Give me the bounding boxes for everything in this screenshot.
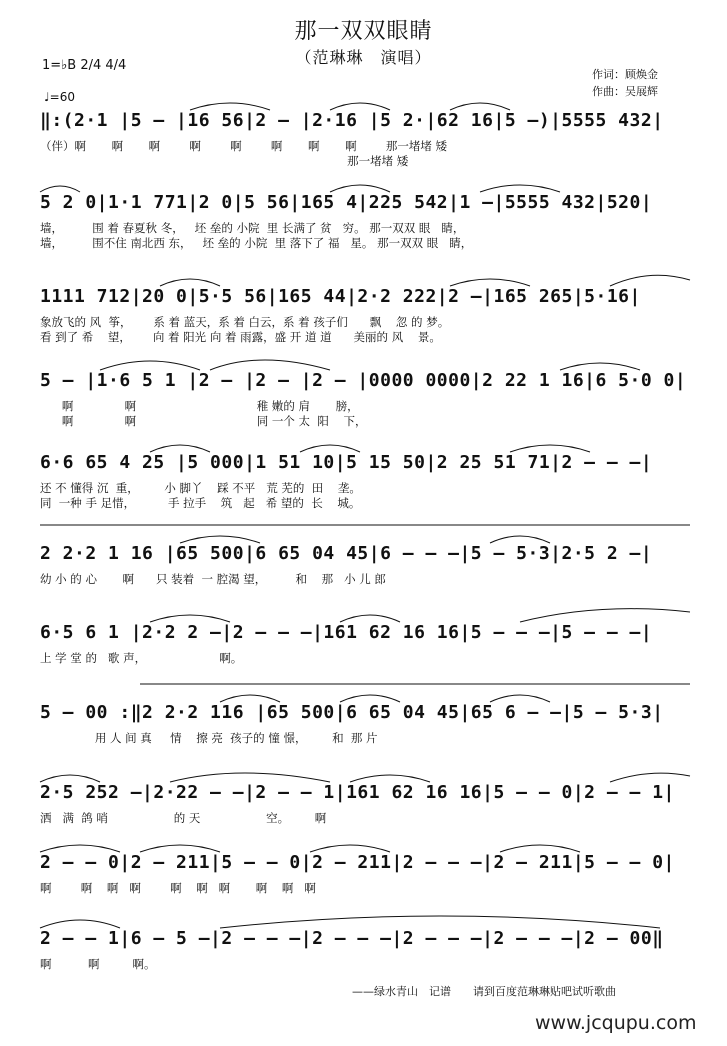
- lyric-verse-1: 还 不 懂得 沉 重， 小 脚丫 踩 不平 荒 芜的 田 垄。: [40, 481, 361, 495]
- tempo-marking: ♩=60: [44, 90, 75, 104]
- lyric-verse-2: 墙， 围不住 南北西 东， 坯 垒的 小院 里 落下了 福 星。 那一双双 眼 睛，: [40, 236, 473, 250]
- site-watermark: www.jcqupu.com: [535, 1012, 697, 1034]
- composer-credit: 作曲：吴展辉: [592, 85, 658, 98]
- lyric-verse-1: 用 人 间 真 情 擦 亮 孩子的 憧 憬， 和 那 片: [40, 731, 378, 745]
- notation-row: 6·6 65 4 25 |5 000|1 51 10|5 15 50|2 25 51 71|2 – – –|: [40, 452, 653, 473]
- notation-row: 2 2·2 1 16 |65 500|6 65 04 45|6 – – –|5 – 5·3|2·5 2 –|: [40, 543, 653, 564]
- notation-row: ‖:(2·1 |5 – |16 56|2 – |2·16 |5 2·|62 16|5 –)|5555 432|: [40, 110, 664, 131]
- notation-row: 1111 712|20 0|5·5 56|165 44|2·2 222|2 –|165 265|5·16|: [40, 286, 641, 307]
- lyric-verse-2: 同 一种 手 足惜， 手 拉手 筑 起 希 望的 长 城。: [40, 496, 361, 510]
- performer-subtitle: （范琳琳 演唱）: [295, 48, 432, 67]
- notation-row: 2 – – 1|6 – 5 –|2 – – –|2 – – –|2 – – –|2 – – –|2 – 00‖: [40, 928, 664, 949]
- lyric-verse-1: （伴）啊 啊 啊 啊 啊 啊 啊 啊 那一堵堵 矮: [40, 139, 447, 153]
- lyric-verse-1: 洒 满 鸽 哨 的 天 空。 啊: [40, 811, 327, 825]
- lyric-verse-1: 上 学 堂 的 歌 声， 啊。: [40, 651, 243, 665]
- notation-row: 2 – – 0|2 – 211|5 – – 0|2 – 211|2 – – –|2 – 211|5 – – 0|: [40, 852, 675, 873]
- lyric-verse-1: 象放飞的 风 筝， 系 着 蓝天，系 着 白云，系 着 孩子们 飘 忽 的 梦。: [40, 315, 450, 329]
- lyric-verse-2: 那一堵堵 矮: [40, 154, 409, 168]
- notation-row: 5 2 0|1·1 771|2 0|5 56|165 4|225 542|1 –|5555 432|520|: [40, 192, 653, 213]
- notation-row: 5 – 00 :‖2 2·2 116 |65 500|6 65 04 45|65 6 – –|5 – 5·3|: [40, 702, 664, 723]
- lyric-verse-2: 啊 啊 同 一个 太 阳 下，: [40, 414, 367, 428]
- lyricist-credit: 作词：顾焕金: [592, 68, 658, 81]
- key-signature: 1=♭B 2/4 4/4: [42, 58, 127, 73]
- lyric-verse-2: 看 到了 希 望， 向 着 阳光 向 着 雨露，盛 开 道 道 美丽的 风 景。: [40, 330, 441, 344]
- lyric-verse-1: 墙， 围 着 春夏秋 冬， 坯 垒的 小院 里 长满了 贫 穷。 那一双双 眼 睛，: [40, 221, 465, 235]
- notation-row: 2·5 252 –|2·22 – –|2 – – 1|161 62 16 16|5 – – 0|2 – – 1|: [40, 782, 675, 803]
- lyric-verse-1: 幼 小 的 心 啊 只 装着 一 腔渴 望， 和 那 小 儿 郎: [40, 572, 386, 586]
- lyric-verse-1: 啊 啊 啊 啊 啊 啊 啊 啊 啊 啊: [40, 881, 316, 895]
- notation-row: 5 – |1·6 5 1 |2 – |2 – |2 – |0000 0000|2 22 1 16|6 5·0 0|: [40, 370, 687, 391]
- transcriber-credit: ——绿水青山 记谱 请到百度范琳琳贴吧试听歌曲: [352, 985, 616, 998]
- song-title: 那一双双眼睛: [294, 19, 433, 44]
- lyric-verse-1: 啊 啊 啊。: [40, 957, 156, 971]
- lyric-verse-1: 啊 啊 稚 嫩的 肩 膀，: [40, 399, 359, 413]
- notation-row: 6·5 6 1 |2·2 2 –|2 – – –|161 62 16 16|5 – – –|5 – – –|: [40, 622, 653, 643]
